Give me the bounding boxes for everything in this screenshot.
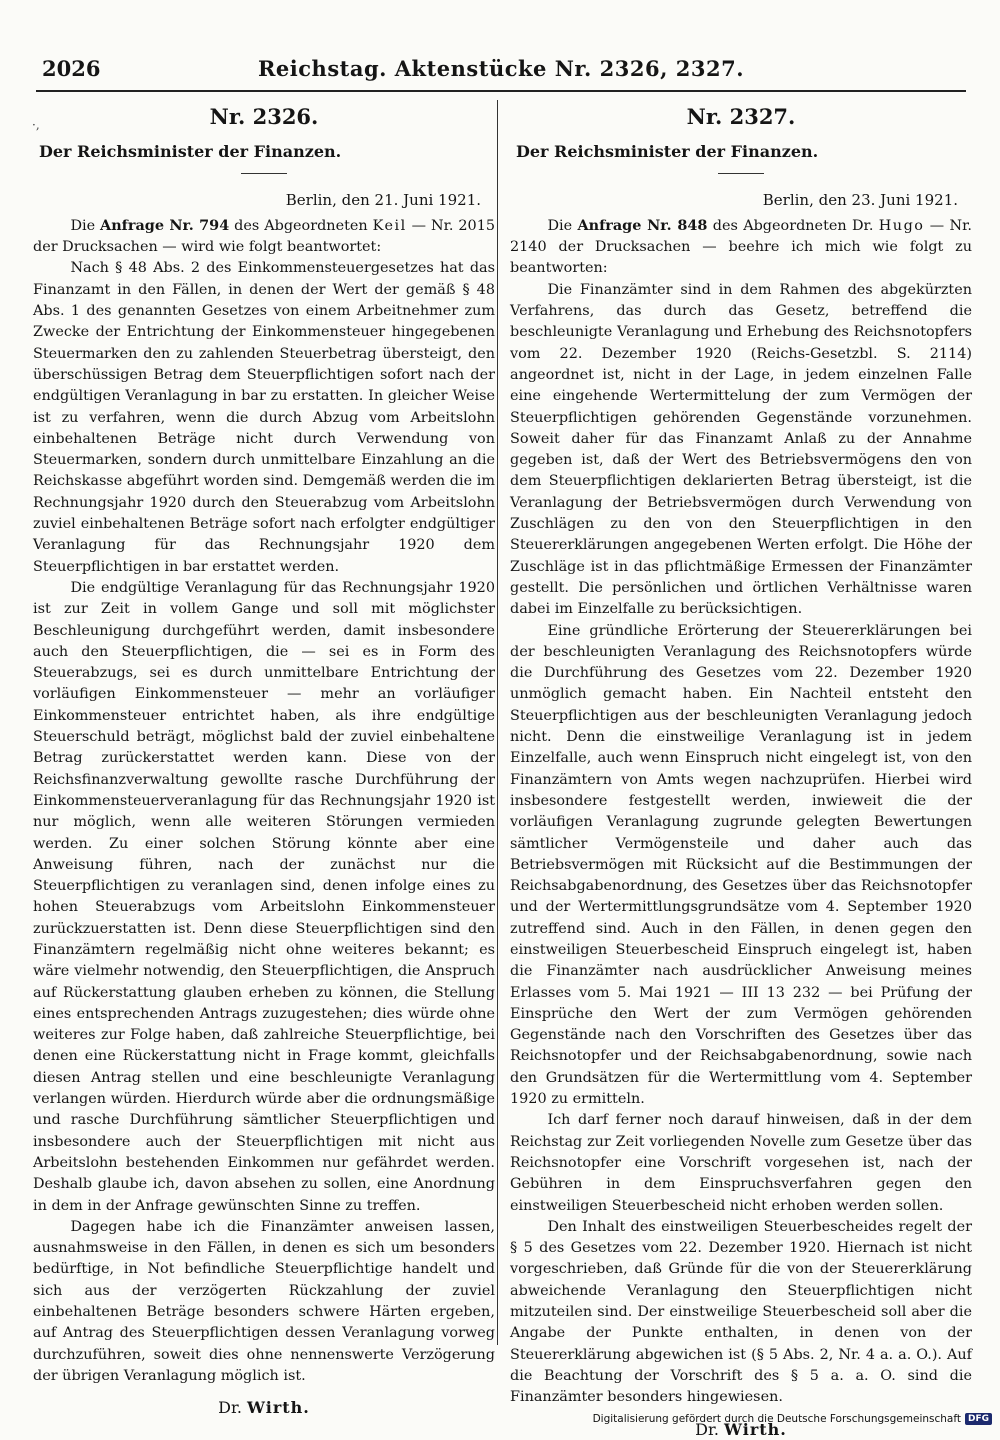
sender-line: Der Reichsminister der Finanzen. bbox=[39, 142, 342, 162]
column-divider bbox=[497, 100, 498, 1345]
page-header bbox=[36, 50, 966, 92]
intro-text: Die bbox=[547, 217, 578, 234]
short-rule bbox=[718, 173, 764, 174]
intro-paragraph bbox=[33, 215, 495, 259]
inquiry-reference: Anfrage Nr. 794 bbox=[100, 216, 230, 234]
signature-prefix: Dr. bbox=[695, 1419, 725, 1439]
signature-name: Wirth. bbox=[724, 1419, 787, 1439]
page-number: 2026 bbox=[42, 56, 101, 81]
signature-prefix: Dr. bbox=[218, 1398, 248, 1418]
signature-name: Wirth. bbox=[247, 1398, 310, 1418]
signature bbox=[33, 1397, 495, 1418]
date-line: Berlin, den 21. Juni 1921. bbox=[285, 190, 481, 209]
intro-text: Die bbox=[70, 217, 101, 234]
header-rule bbox=[36, 90, 966, 92]
document-number: Nr. 2327. bbox=[686, 104, 796, 129]
body-paragraph: Nach § 48 Abs. 2 des Einkommensteuergesetzes hat das Finanzamt in den Fällen, in denen der Wert der gemäß § 48 Abs. 1 des genannten Gesetzes von einem Arbeitnehmer zum Zwecke der Entrichtung der Einkommensteuer hingegebenen Steuermarken den zu zahlenden Steuerbetrag übersteigt, den überschüssigen Betrag dem Steuerpflichtigen sofort nach der endgültigen Veranlagung in bar zu erstatten. In gleicher Weise ist zu verfahren, wenn die durch Abzug vom Arbeitslohn einbehaltenen Beträge nicht durch Verwendung von Steuermarken, sondern durch unmittelbare Einzahlung an die Reichskasse abgeführt worden sind. Demgemäß werden die im Rechnungsjahr 1920 durch den Steuerabzug vom Arbeitslohn zuviel einbehaltenen Beträge sofort nach erfolgter endgültiger Veranlagung für das Rechnungsjahr 1920 dem Steuerpflichtigen in bar erstattet werden. bbox=[33, 260, 495, 575]
body-paragraph: Den Inhalt des einstweiligen Steuerbescheides regelt der § 5 des Gesetzes vom 22. Dezember 1920. Hiernach ist nicht vorgeschrieben, daß Gründe für die von der Steuererklärung abweichende Veranlagung den Steuerpflichtigen nicht mitzuteilen sind. Der einstweilige Steuerbescheid soll aber die Angabe der Punkte enthalten, in denen von der Steuererklärung abgewichen ist (§ 5 Abs. 2, Nr. 4 a. a. O.). Auf die Beachtung der Vorschrift des § 5 a. a. O. sind die Finanzämter besonders hingewiesen. bbox=[510, 1218, 972, 1406]
intro-text: des Abgeordneten Dr. bbox=[707, 217, 879, 234]
deputy-name: Keil bbox=[372, 217, 407, 234]
inquiry-reference: Anfrage Nr. 848 bbox=[577, 216, 708, 234]
body-paragraph: Ich darf ferner noch darauf hinweisen, daß in der dem Reichstag zur Zeit vorliegenden Novelle zum Gesetze über das Reichsnotopfer eine Vorschrift vorgesehen ist, nach der Gebühren in dem Einspruchsverfahren gegen den einstweiligen Steuerbescheid nicht erhoben werden sollen. bbox=[510, 1112, 972, 1214]
credit-text: Digitalisierung gefördert durch die Deutsche Forschungsgemeinschaft bbox=[592, 1413, 961, 1425]
sender-line: Der Reichsminister der Finanzen. bbox=[516, 142, 819, 162]
document-2326 bbox=[33, 100, 496, 1418]
intro-text: des Abgeordneten bbox=[229, 217, 373, 234]
intro-paragraph bbox=[510, 215, 972, 280]
digitization-credit bbox=[593, 1413, 992, 1425]
document-number: Nr. 2326. bbox=[209, 104, 319, 129]
intro-text: — Nr. 2015 der Drucksachen — wird wie folgt beantwortet: bbox=[33, 217, 496, 256]
body-paragraph: Die Finanzämter sind in dem Rahmen des abgekürzten Verfahrens, das durch das Gesetz, betreffend die beschleunigte Veranlagung und Erhebung des Reichsnotopfers vom 22. Dezember 1920 (Reichs-Gesetzbl. S. 2114) angeordnet ist, nicht in der Lage, in jedem einzelnen Falle eine eingehende Wertermittelung der zum Vermögen der Steuerpflichtigen gehörenden Gegenstände vorzunehmen. Soweit daher für das Finanzamt Anlaß zu der Annahme gegeben ist, daß der Wert des Betriebsvermögens den von dem Steuerpflichtigen deklarierten Betrag übersteigt, ist die Veranlagung der Betriebsvermögen durch Verwendung von Zuschlägen zu den von den Steuerpflichtigen in den Steuererklärungen angegebenen Werten erfolgt. Die Höhe der Zuschläge ist in das pflichtmäßige Ermessen der Finanzämter gestellt. Die persönlichen und örtlichen Verhältnisse waren dabei im Einzelfalle zu berücksichtigen. bbox=[510, 281, 972, 618]
dfg-logo-icon: DFG bbox=[965, 1413, 992, 1425]
body-paragraph: Eine gründliche Erörterung der Steuererklärungen bei der beschleunigten Veranlagung des Reichsnotopfers würde die Durchführung des Gesetzes vom 22. Dezember 1920 unmöglich gemacht haben. Ein Nachteil entsteht den Steuerpflichtigen aus der beschleunigten Veranlagung jedoch nicht. Denn die einstweilige Veranlagung ist in jedem Einzelfalle, auch wenn Einspruch nicht eingelegt ist, von den Finanzämtern von Amts wegen nachzuprüfen. Hierbei wird insbesondere festgestellt werden, inwieweit die der vorläufigen Veranlagung zugrunde gelegten Bewertungen sämtlicher Vermögensteile und daher auch das Betriebsvermögen mit Rücksicht auf die Bestimmungen der Reichsabgabenordnung, des Gesetzes über das Reichsnotopfer und der Wertermittlungsgrundsätze vom 4. September 1920 zutreffend sind. Auch in den Fällen, in denen gegen den einstweiligen Steuerbescheid Einspruch eingelegt ist, haben die Finanzämter nach ausdrücklicher Anweisung meines Erlasses vom 5. Mai 1921 — III 13 232 — bei Prüfung der Einsprüche den Wert der zum Vermögen gehörenden Gegenstände nach den Vorschriften des Gesetzes über das Reichsnotopfer und der Reichsabgabenordnung, sowie nach den Grundsätzen für die Wertermittlung vom 4. September 1920 zu ermitteln. bbox=[510, 622, 972, 1108]
body-paragraph: Die endgültige Veranlagung für das Rechnungsjahr 1920 ist zur Zeit in vollem Gange und soll mit möglichster Beschleunigung durchgeführt werden, damit insbesondere auch den Steuerpflichtigen, die — sei es in Form des Steuerabzugs, sei es durch unmittelbare Entrichtung der vorläufigen Einkommensteuer — mehr an vorläufiger Einkommensteuer entrichtet haben, als ihre endgültige Steuerschuld beträgt, möglichst bald der zuviel einbehaltene Betrag zurückerstattet werden kann. Diese von der Reichsfinanzverwaltung gewollte rasche Durchführung der Einkommensteuerveranlagung für das Rechnungsjahr 1920 ist nur möglich, wenn alle weiteren Störungen vermieden werden. Zu einer solchen Störung könnte aber eine Anweisung führen, nach der zunächst nur die Steuerpflichtigen zu veranlagen sind, denen infolge eines zu hohen Steuerabzugs vom Arbeitslohn Einkommensteuer zurückzuerstatten ist. Denn diese Steuerpflichtigen sind den Finanzämtern regelmäßig nicht ohne weiteres bekannt; es wäre vielmehr notwendig, den Steuerpflichtigen, die Anspruch auf Rückerstattung glauben erheben zu können, die Stellung eines entsprechenden Antrags zuzugestehen; dies würde ohne weiteres zur Folge haben, daß zahlreiche Steuerpflichtige, bei denen eine Rückerstattung nicht in Frage kommt, gleichfalls diesen Antrag stellen und eine beschleunigte Veranlagung verlangen würden. Hierdurch würde aber die ordnungsmäßige und rasche Durchführung sämtlicher Steuerpflichtigen und insbesondere auch der Steuerpflichtigen mit nicht aus Arbeitslohn bestehenden Einkommen nur gefährdet werden. Deshalb glaube ich, davon absehen zu sollen, eine Anordnung in dem in der Anfrage gewünschten Sinne zu treffen. bbox=[33, 579, 495, 1214]
short-rule bbox=[241, 173, 287, 174]
deputy-name: Hugo bbox=[878, 217, 925, 234]
date-line: Berlin, den 23. Juni 1921. bbox=[762, 190, 958, 209]
running-title: Reichstag. Aktenstücke Nr. 2326, 2327. bbox=[257, 56, 745, 81]
body-paragraph: Dagegen habe ich die Finanzämter anweisen lassen, ausnahmsweise in den Fällen, in denen es sich um besonders bedürftige, in Not befindliche Steuerpflichtige handelt und sich aus der verzögerten Rückzahlung der zuviel einbehaltenen Beträge besonders schwere Härten ergeben, auf Antrag des Steuerpflichtigen dessen Veranlagung vorweg durchzuführen, soweit dies ohne nennenswerte Verzögerung der übrigen Veranlagung möglich ist. bbox=[33, 1218, 495, 1384]
intro-text: — Nr. 2140 der Drucksachen — beehre ich mich wie folgt zu beantworten: bbox=[510, 217, 972, 277]
margin-mark: ·, bbox=[32, 118, 40, 132]
